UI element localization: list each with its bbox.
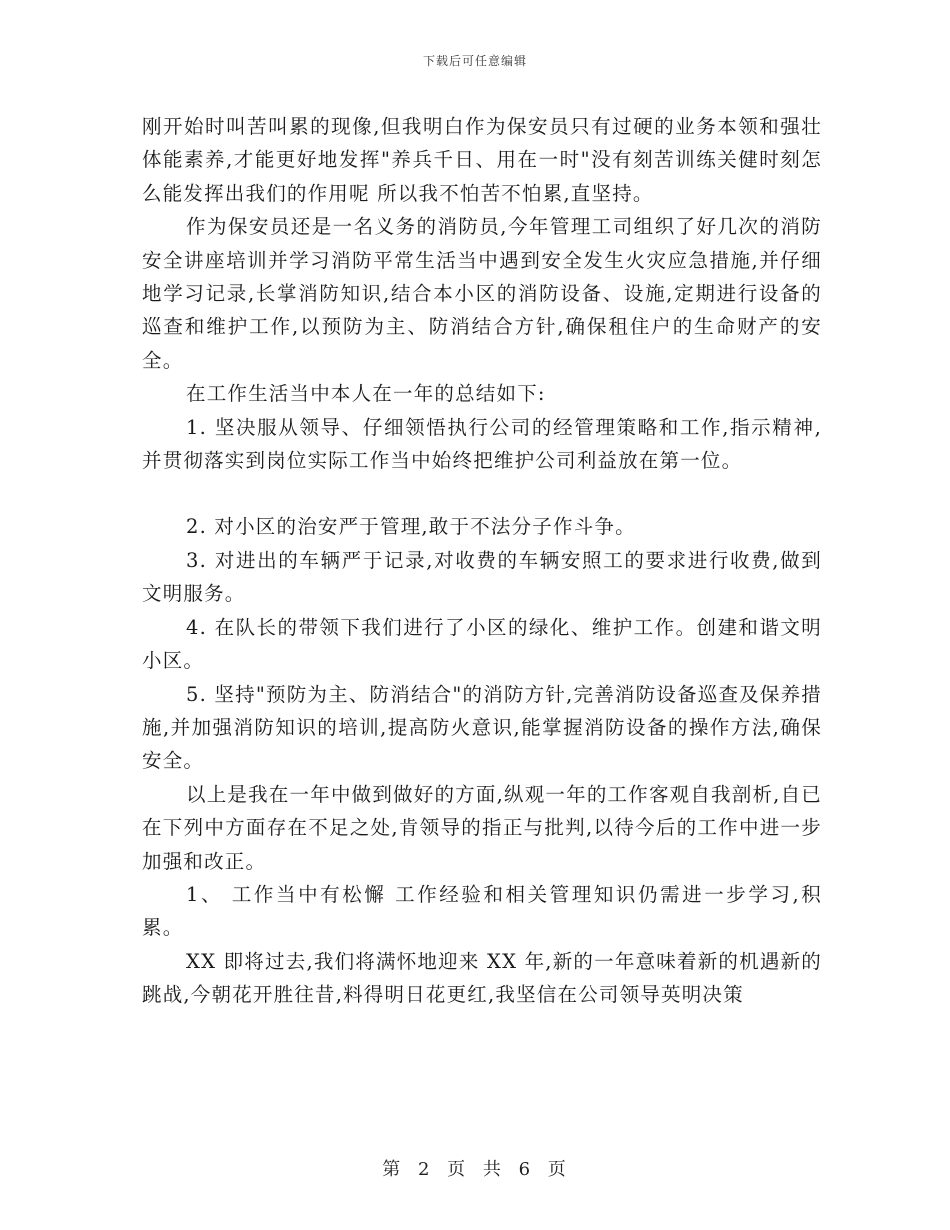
list-item-2: 2. 对小区的治安严于管理,敢于不法分子作斗争。 <box>186 515 636 539</box>
paragraph-fire-duty: 作为保安员还是一名义务的消防员,今年管理工司组织了好几次的消防安全讲座培训并学习消防平常生活当中遇到安全发生火灾应急措施,并仔细地学习记录,长掌消防知识,结合本小区的消防设备、设施,定期进行设备的巡查和维护工作,以预防为主、防消结合方针,确保租住户的生命财产的安全。 <box>142 215 822 372</box>
page-current-number: 2 <box>417 1159 432 1180</box>
paragraph-new-year: XX 即将过去,我们将满怀地迎来 XX 年,新的一年意味着新的机遇新的跳战,今朝花开胜往昔,料得明日花更红,我坚信在公司领导英明决策 <box>142 949 822 1007</box>
paragraph-training: 刚开始时叫苦叫累的现像,但我明白作为保安员只有过硬的业务本领和强壮体能素养,才能更好地发挥"养兵千日、用在一时"没有刻苦训练关健时刻怎么能发挥出我们的作用呢 所以我不怕苦不怕累,直坚持。 <box>142 115 822 205</box>
paragraph-spacer <box>142 477 822 510</box>
list-item-4: 4. 在队长的带领下我们进行了小区的绿化、维护工作。创建和谐文明小区。 <box>142 615 822 673</box>
page-footer <box>0 1155 950 1181</box>
page-label-mid1: 页 <box>447 1159 468 1180</box>
list-item-3: 3. 对进出的车辆严于记录,对收费的车辆安照工的要求进行收费,做到文明服务。 <box>142 548 822 606</box>
paragraph-summary-intro: 在工作生活当中本人在一年的总结如下: <box>186 382 546 406</box>
list-item-1: 1. 坚决服从领导、仔细领悟执行公司的经管理策略和工作,指示精神,并贯彻落实到岗位实际工作当中始终把维护公司利益放在第一位。 <box>142 415 822 473</box>
document-body <box>142 110 822 1012</box>
page-header-note: 下载后可任意编辑 <box>422 54 527 68</box>
page-label-mid2: 共 <box>482 1159 503 1180</box>
page-label-suffix: 页 <box>547 1159 568 1180</box>
list-item-5: 5. 坚持"预防为主、防消结合"的消防方针,完善消防设备巡查及保养措施,并加强消防知识的培训,提高防火意识,能掌握消防设备的操作方法,确保安全。 <box>142 682 822 773</box>
page-total-number: 6 <box>518 1159 533 1180</box>
shortcoming-item-1: 1、 工作当中有松懈 工作经验和相关管理知识仍需进一步学习,积累。 <box>142 882 822 940</box>
paragraph-self-analysis: 以上是我在一年中做到做好的方面,纵观一年的工作客观自我剖析,自已在下列中方面存在不足之处,肯领导的指正与批判,以待今后的工作中进一步加强和改正。 <box>142 782 822 873</box>
page-label-prefix: 第 <box>382 1159 403 1180</box>
